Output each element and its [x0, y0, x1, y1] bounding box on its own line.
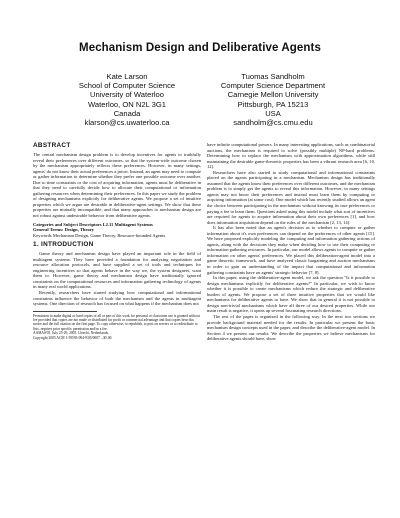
author-address: Pittsburgh, PA 15213: [237, 99, 309, 109]
author-dept: School of Computer Science: [78, 81, 176, 91]
right-column-body: [207, 142, 375, 342]
author-block-2: [188, 72, 358, 127]
isbn-line: Copyright 2005 ACM 1-59593-094-9/05/0007 ...$5.00.: [33, 335, 113, 340]
intro-heading: 1. INTRODUCTION: [33, 241, 94, 249]
copyright-notice: Permission to make digital or hard copies of all or part of this work for personal or classroom use is granted without fee provided that copies are not made or distributed for profit or commercial advantage and that copies bear this notice and the full citation on the first page. To copy otherwise, to republish, to post on servers or to redistribute to lists, requires prior specific permission and/or a fee.: [33, 313, 200, 331]
author-dept: Computer Science Department: [220, 81, 326, 91]
author-country: USA: [265, 108, 281, 118]
author-block-1: [42, 72, 212, 127]
keywords-line: Keywords Mechanism Design, Game Theory, Resource-bounded Agents: [33, 232, 166, 238]
venue-line: AAMAS'05, July 25-29, 2005, Utrecht, Netherlands.: [33, 331, 109, 336]
intro-body: [33, 251, 201, 306]
abstract-body: [33, 152, 201, 219]
author-institution: University of Waterloo: [90, 90, 164, 100]
categories-line: Categories and Subject Descriptors I.2.11 Multiagent Systems: [33, 221, 153, 227]
author-country: Canada: [113, 108, 141, 118]
author-address: Waterloo, ON N2L 3G1: [88, 99, 166, 109]
body-paragraph: The rest of the paper is organized in the following way. In the next two sections we provide background material needed for the results. In particular we present the basic mechanism design concepts used in the paper, and describe the deliberative-agent model. In Section 4 we present our results. We describe the properties we believe mechanisms for deliberative agents should have, show: [207, 313, 375, 342]
footnote-rule: [33, 311, 97, 312]
body-paragraph: It has also been noted that an agent's decision as to whether to compute or gather information about it's own preferences can depend on the preferences of other agents [15]. We have proposed explicitly modeling the computing and information gathering actions of agents, along with the decisions they make when deciding how to use their computing or information gathering resources. In particular, our model allows agents to compute or gather information on other agents' preferences. We placed this deliberation-agent model into a game theoretic framework, and have analyzed classic bargaining and auction mechanisms in order to gain an understanding of the impact that computational and information gathering constraints have on agents' strategic behavior [7, 8].: [207, 225, 375, 275]
intro-paragraph: Recently, researchers have started studying how computational and informational constraints influence the behavior of both the mechanism and the agents in multiagent systems. One direction of research has focused on what happens if the mechanism does not: [33, 290, 201, 307]
body-paragraph: Researchers have also started to study computational and informational constraints placed on the agents participating in a mechanism. Mechanism design has traditionally assumed that the agents know their preferences over different outcomes, and the mechanism problem is to simply get the agents to reveal this information. However, in many settings agents may not know their preferences and instead must learn them by computing or acquiring information (at some cost). One model which has recently studied allows an agent the choice between participating in the mechanism without knowing its true preferences or paying a fee to learn them. Questions asked using this model include what sort of incentives are required for agents to acquire information about their own preferences [1], and how does information acquisition depend on the rules of the mechanism [2, 13, 14].: [207, 169, 375, 225]
author-name: Tuomas Sandholm: [241, 72, 305, 81]
left-column: [33, 142, 201, 340]
author-institution: Carnegie Mellon University: [227, 90, 319, 100]
right-column: [207, 142, 375, 342]
general-terms-line: General Terms: Design, Theory: [33, 227, 95, 233]
author-email: sandholm@cs.cmu.edu: [233, 118, 313, 128]
body-paragraph: have infinite computational powers. In many interesting applications, such as combinatorial auctions, the mechanism is required to solve (possibly multiple) NP-hard problems. Determining how to replace the mechanism with approximation algorithms, while still maintaining the desirable game-theoretic properties has been a vibrant research area [6, 10, 12].: [207, 142, 375, 170]
abstract-text: The central mechanism design problem is to develop incentives for agents to truthfully reveal their preferences over different outcomes, so that the system-wide outcome chosen by the mechanism appropriately reflects these preferences. However, in many settings, agents' do not know their actual preferences a priori. Instead, an agent may need to compute or gather information to determine whether they prefer one possible outcome over another. Due to time constraints or the cost of acquiring information, agents must be deliberative in that they need to carefully decide how to allocate their computational or information gathering resources when determining their preferences. In this paper we study the problem of designing mechanisms explicitly for deliberative agents. We propose a set of intuitive properties which we argue are desirable in deliberative-agent settings. We show that these properties are mutually incompatible, and that many approaches to mechanism design are not robust against undesirable behavior from deliberative agents.: [33, 152, 201, 219]
body-paragraph: In this paper, using the deliberative-agent model, we ask the question "Is it possible to design mechanisms explicitly for deliberative agents?" In particular, we wish to know whether it is possible to create mechanisms which reduce the strategic and deliberative burden of agents. We propose a set of three intuitive properties that we would like mechanisms for deliberative agents to have. We show that in general it is not possible to design non-trivial mechanisms which have all three of our desired properties. While our main result is negative, it opens up several fascinating research directions.: [207, 275, 375, 314]
paper-title: Mechanism Design and Deliberative Agents: [79, 42, 321, 54]
abstract-heading: ABSTRACT: [33, 142, 71, 149]
author-email: klarson@cs.uwaterloo.ca: [84, 118, 170, 128]
author-name: Kate Larson: [106, 72, 148, 81]
intro-paragraph: Game theory and mechanism design have played an important role in the field of multiagent systems. They have provided a foundation for analyzing negotiation and resource allocation protocols, and have supplied a set of tools and techniques for engineering incentives so that agents behave in the way we, the system designers, want them to. However, game theory and mechanism design have traditionally ignored constraints on the computational resources and information gathering technology of agents in many real world applications.: [33, 251, 201, 290]
